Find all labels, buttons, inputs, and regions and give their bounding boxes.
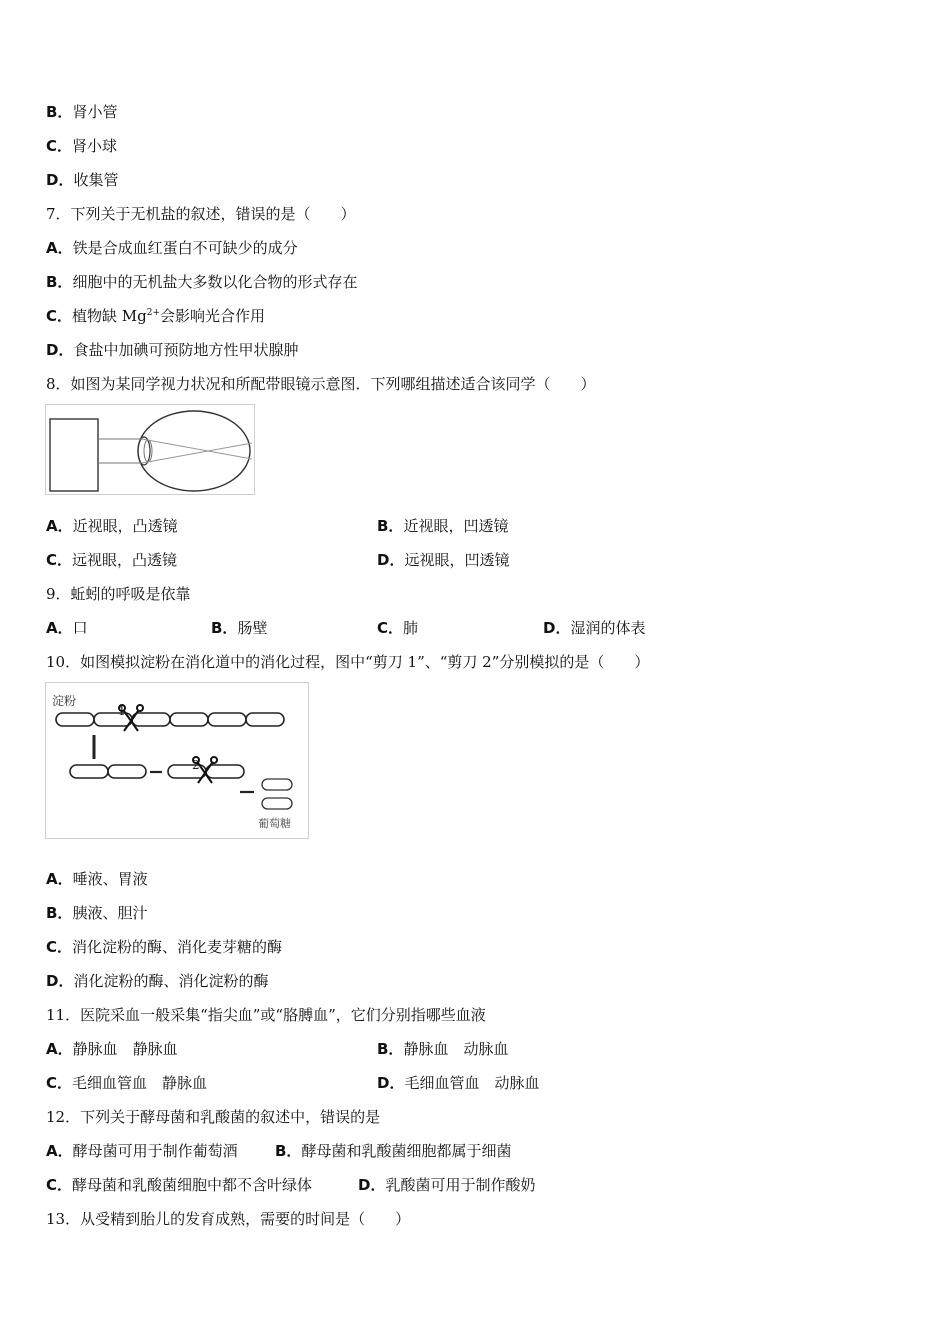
q8-stem: 8．如图为某同学视力状况和所配带眼镜示意图．下列哪组描述适合该同学（ ） bbox=[46, 375, 596, 393]
q9-option-c[interactable]: C．肺 bbox=[377, 619, 419, 637]
q7-option-b[interactable]: B．细胞中的无机盐大多数以化合物的形式存在 bbox=[46, 273, 358, 291]
q12-option-c[interactable]: C．酵母菌和乳酸菌细胞中都不含叶绿体 bbox=[46, 1176, 313, 1194]
light-ray-bottom-refracted bbox=[142, 443, 252, 463]
q9-option-d[interactable]: D．湿润的体表 bbox=[543, 619, 646, 637]
glucose-units bbox=[262, 779, 292, 809]
q7-option-d[interactable]: D．食盐中加碘可预防地方性甲状腺肿 bbox=[46, 341, 299, 359]
q10-stem: 10．如图模拟淀粉在消化道中的消化过程，图中“剪刀 1”、“剪刀 2”分别模拟的是（ ） bbox=[46, 653, 650, 671]
q10-option-b[interactable]: B．胰液、胆汁 bbox=[46, 904, 148, 922]
q11-option-a[interactable]: A．静脉血 静脉血 bbox=[46, 1040, 178, 1058]
q8-option-d[interactable]: D．远视眼，凹透镜 bbox=[377, 551, 510, 569]
q9-option-a[interactable]: A．口 bbox=[46, 619, 88, 637]
starch-label: 淀粉 bbox=[52, 694, 77, 708]
q10-option-a[interactable]: A．唾液、胃液 bbox=[46, 870, 148, 888]
q8-option-b[interactable]: B．近视眼，凹透镜 bbox=[377, 517, 509, 535]
scissor-1-label: 1 bbox=[118, 704, 126, 718]
q12-option-d[interactable]: D．乳酸菌可用于制作酸奶 bbox=[358, 1176, 536, 1194]
q8-option-a[interactable]: A．近视眼，凸透镜 bbox=[46, 517, 178, 535]
eyeball-outline bbox=[138, 411, 250, 491]
q11-option-c[interactable]: C．毛细血管血 静脉血 bbox=[46, 1074, 208, 1092]
q12-option-a[interactable]: A．酵母菌可用于制作葡萄酒 bbox=[46, 1142, 238, 1160]
q10-option-c[interactable]: C．消化淀粉的酶、消化麦芽糖的酶 bbox=[46, 938, 283, 956]
scissor-2-label: 2 bbox=[192, 758, 200, 772]
eyeglass-lens-shape bbox=[50, 419, 98, 491]
q6-option-c[interactable]: C．肾小球 bbox=[46, 137, 118, 155]
q8-eye-lens-figure bbox=[45, 404, 255, 495]
q7-stem: 7．下列关于无机盐的叙述，错误的是（ ） bbox=[46, 205, 356, 223]
glucose-label: 葡萄糖 bbox=[258, 817, 291, 830]
starch-chain-diagram bbox=[46, 683, 308, 838]
q12-option-b[interactable]: B．酵母菌和乳酸菌细胞都属于细菌 bbox=[275, 1142, 512, 1160]
starch-chain bbox=[56, 713, 284, 726]
q6-option-b[interactable]: B．肾小管 bbox=[46, 103, 118, 121]
q11-stem: 11．医院采血一般采集“指尖血”或“胳膊血”，它们分别指哪些血液 bbox=[46, 1006, 486, 1024]
eye-diagram bbox=[46, 405, 254, 494]
q11-option-b[interactable]: B．静脉血 动脉血 bbox=[377, 1040, 509, 1058]
q10-option-d[interactable]: D．消化淀粉的酶、消化淀粉的酶 bbox=[46, 972, 269, 990]
q7-option-a[interactable]: A．铁是合成血红蛋白不可缺少的成分 bbox=[46, 239, 298, 257]
q8-option-c[interactable]: C．远视眼，凸透镜 bbox=[46, 551, 178, 569]
q12-stem: 12．下列关于酵母菌和乳酸菌的叙述中，错误的是 bbox=[46, 1108, 381, 1126]
crystalline-lens-inner bbox=[144, 440, 152, 462]
q9-option-b[interactable]: B．肠壁 bbox=[211, 619, 268, 637]
q9-stem: 9．蚯蚓的呼吸是依靠 bbox=[46, 585, 191, 603]
q10-starch-digestion-figure bbox=[45, 682, 309, 839]
light-ray-top-refracted bbox=[142, 439, 252, 459]
q6-option-d[interactable]: D．收集管 bbox=[46, 171, 119, 189]
q11-option-d[interactable]: D．毛细血管血 动脉血 bbox=[377, 1074, 540, 1092]
q13-stem: 13．从受精到胎儿的发育成熟，需要的时间是（ ） bbox=[46, 1210, 411, 1228]
q7-option-c[interactable]: C．植物缺 $Mg^{2+}$会影响光合作用 bbox=[46, 307, 266, 325]
